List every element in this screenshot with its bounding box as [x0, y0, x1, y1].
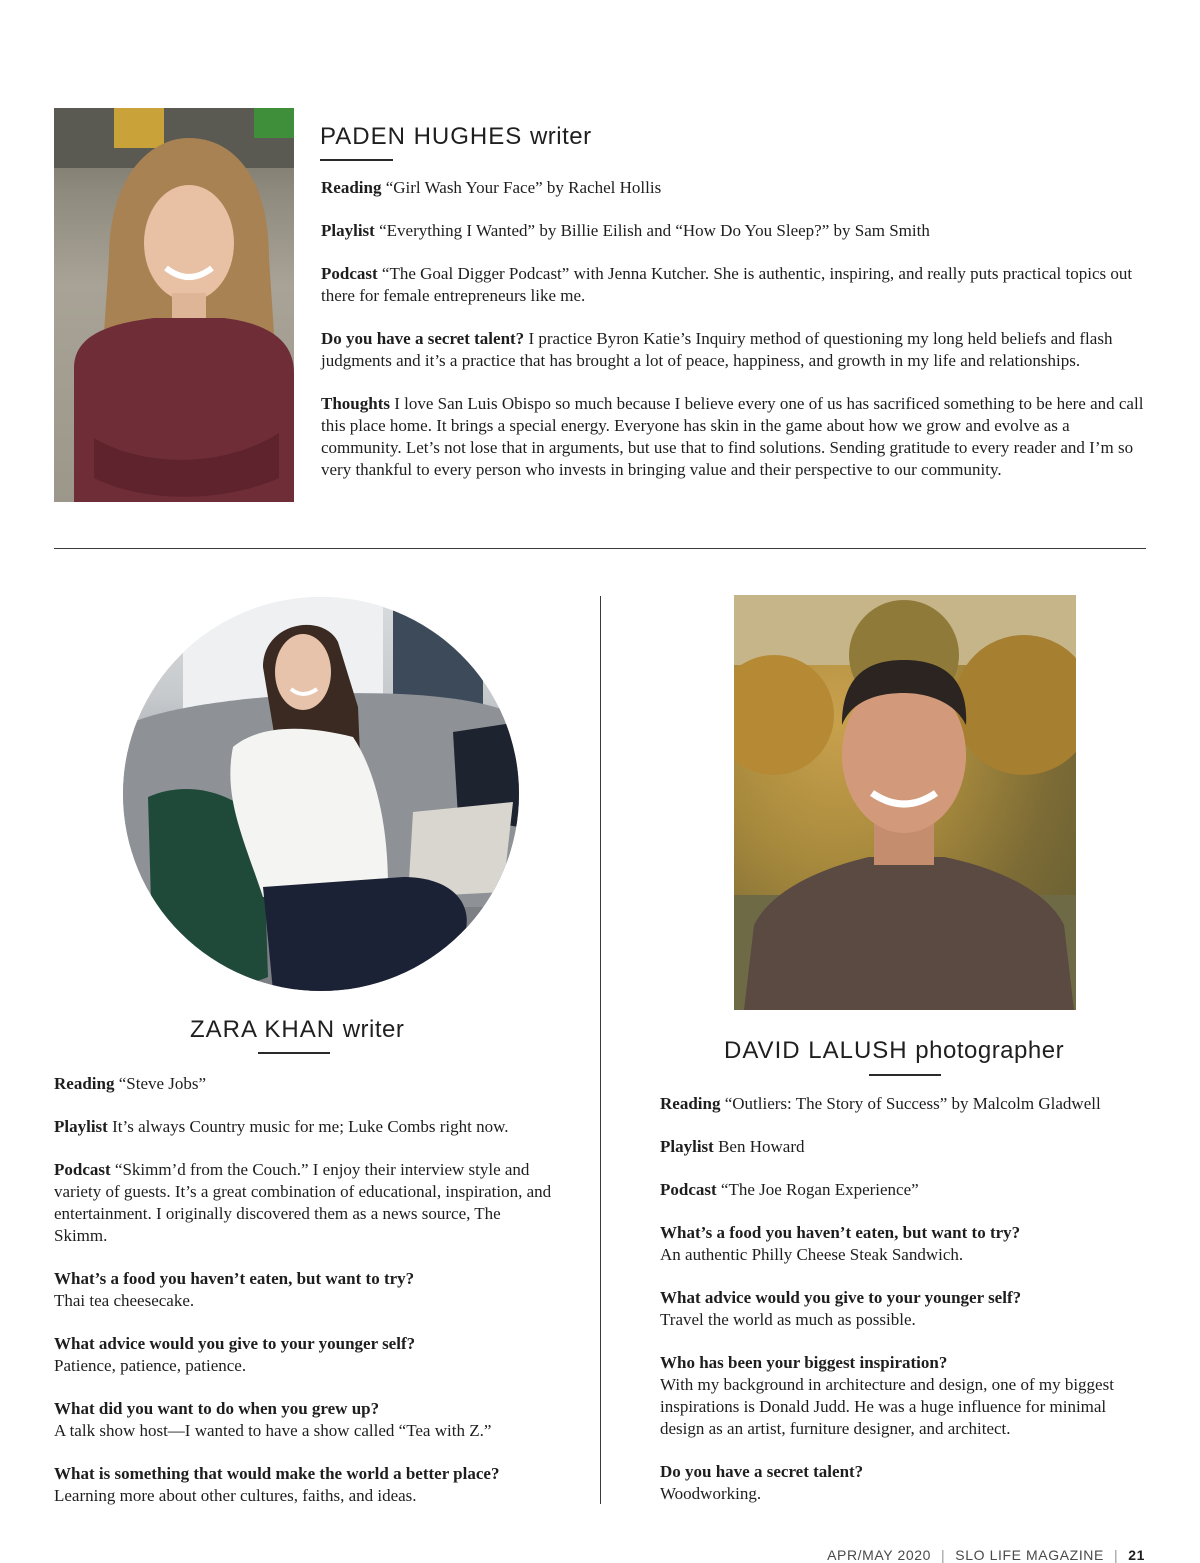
- zara-khan-heading: [190, 1016, 404, 1044]
- zara-item-podcast: Podcast “Skimm’d from the Couch.” I enjoy their interview style and variety of guests. It’s a great combination of educational, inspiration, and entertainment. I originally discovered them as a news source, The Skimm.: [54, 1160, 552, 1245]
- zara-heading-rule: [258, 1052, 330, 1054]
- david-lalush-heading: [724, 1037, 1064, 1065]
- paden-hughes-photo: [54, 108, 294, 502]
- zara-item-food: What’s a food you haven’t eaten, but want to try? Thai tea cheesecake.: [54, 1269, 415, 1310]
- david-item-playlist: Playlist Ben Howard: [660, 1137, 805, 1156]
- zara-khan-answers: [54, 1073, 554, 1528]
- paden-item-secret-talent: Do you have a secret talent? I practice Byron Katie’s Inquiry method of questioning my long held beliefs and flash judgments and it’s a practice that has brought a lot of peace, happiness, and growth in my life and relationships.: [321, 329, 1113, 370]
- david-item-podcast: Podcast “The Joe Rogan Experience”: [660, 1180, 919, 1199]
- footer-separator: |: [941, 1547, 946, 1563]
- paden-hughes-heading: [320, 123, 592, 151]
- david-lalush-photo: [734, 595, 1076, 1010]
- david-lalush-answers: [660, 1093, 1150, 1526]
- paden-item-reading: Reading “Girl Wash Your Face” by Rachel Hollis: [321, 178, 662, 197]
- david-item-food: What’s a food you haven’t eaten, but want to try? An authentic Philly Cheese Steak Sandwich.: [660, 1223, 1021, 1264]
- zara-khan-role: writer: [342, 1016, 405, 1043]
- zara-item-reading: Reading “Steve Jobs”: [54, 1074, 207, 1093]
- paden-item-thoughts: Thoughts I love San Luis Obispo so much because I believe every one of us has sacrificed something to be here and call this place home. It brings a special energy. Everyone has skin in the game about how we grow and evolve as a community. Let’s not lose that in arguments, but use that to find solutions. Sending gratitude to every reader and I’m so very thankful to every person who invests in bringing value and their perspective to our community.: [321, 394, 1144, 479]
- zara-item-advice: What advice would you give to your younger self? Patience, patience, patience.: [54, 1334, 416, 1375]
- footer-separator-2: |: [1113, 1547, 1119, 1563]
- paden-hughes-name: PADEN HUGHES: [320, 123, 523, 150]
- zara-item-better-world: What is something that would make the world a better place? Learning more about other cultures, faiths, and ideas.: [54, 1464, 500, 1505]
- david-lalush-role: photographer: [915, 1037, 1065, 1064]
- paden-hughes-role: writer: [529, 123, 592, 150]
- david-item-advice: What advice would you give to your younger self? Travel the world as much as possible.: [660, 1288, 1022, 1329]
- david-heading-rule: [869, 1074, 941, 1076]
- paden-item-podcast: Podcast “The Goal Digger Podcast” with Jenna Kutcher. She is authentic, inspiring, and really puts practical topics out there for female entrepreneurs like me.: [321, 264, 1133, 305]
- david-lalush-name: DAVID LALUSH: [724, 1037, 908, 1064]
- paden-hughes-answers: [321, 177, 1147, 502]
- zara-khan-name: ZARA KHAN: [190, 1016, 336, 1043]
- zara-khan-photo: [123, 597, 519, 991]
- paden-heading-rule: [320, 159, 393, 161]
- david-item-inspiration: Who has been your biggest inspiration? With my background in architecture and design, one of my biggest inspirations is Donald Judd. He was a huge influence for minimal design as an artist, furniture designer, and architect.: [660, 1353, 1114, 1438]
- paden-item-playlist: Playlist “Everything I Wanted” by Billie Eilish and “How Do You Sleep?” by Sam Smith: [321, 221, 930, 240]
- david-item-reading: Reading “Outliers: The Story of Success” by Malcolm Gladwell: [660, 1094, 1101, 1113]
- section-divider-horizontal: [54, 548, 1146, 549]
- page-footer: [827, 1547, 1145, 1563]
- zara-item-grew-up: What did you want to do when you grew up? A talk show host—I wanted to have a show called “Tea with Z.”: [54, 1399, 492, 1440]
- footer-issue: APR/MAY 2020: [827, 1547, 932, 1563]
- david-item-secret-talent: Do you have a secret talent? Woodworking.: [660, 1462, 864, 1503]
- zara-item-playlist: Playlist It’s always Country music for me; Luke Combs right now.: [54, 1117, 509, 1136]
- page-number: 21: [1128, 1547, 1145, 1563]
- column-divider-vertical: [600, 596, 601, 1504]
- footer-magazine: SLO LIFE MAGAZINE: [955, 1547, 1104, 1563]
